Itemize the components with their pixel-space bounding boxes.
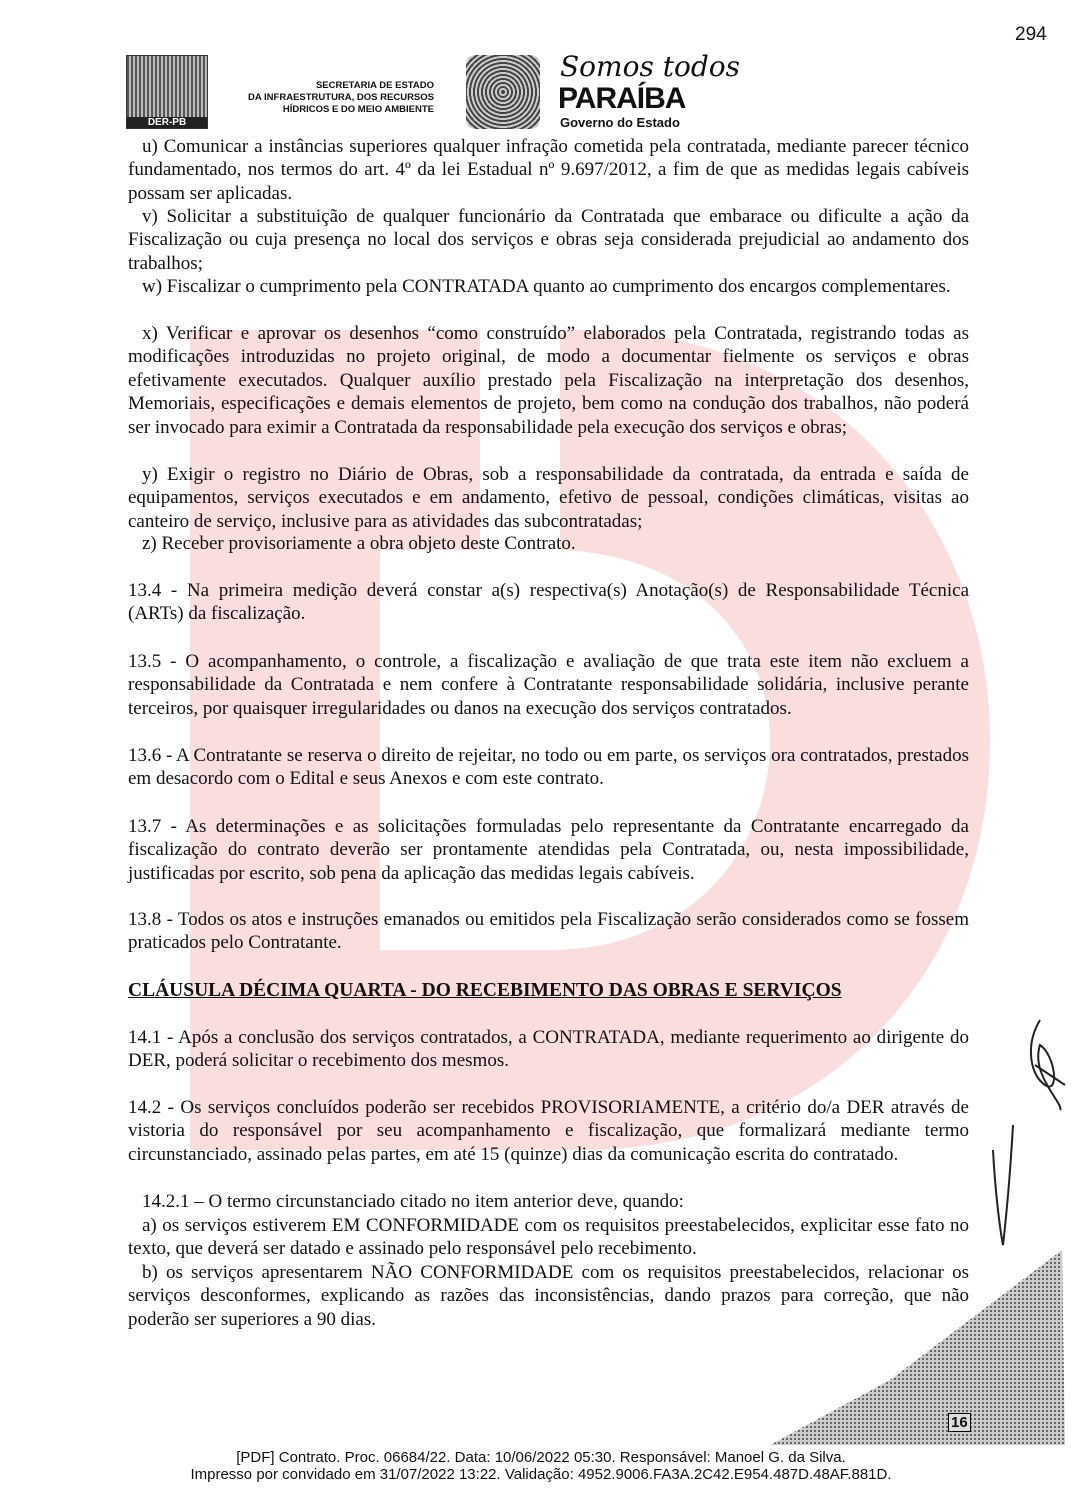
paragraph: 13.6 - A Contratante se reserva o direito de rejeitar, no todo ou em parte, os serviços ora contratados, prestados em desacordo com o Edital e seus Anexos e com este contrato. (128, 745, 969, 790)
coat-of-arms-icon (466, 55, 540, 129)
clause-heading: CLÁUSULA DÉCIMA QUARTA - DO RECEBIMENTO DAS OBRAS E SERVIÇOS (128, 980, 842, 1001)
paragraph: z) Receber provisoriamente a obra objeto deste Contrato. (142, 533, 576, 554)
page-corner-stamp (770, 1250, 1082, 1445)
page-stamp-number: 16 (948, 1413, 971, 1432)
paragraph: 13.4 - Na primeira medição deverá constar a(s) respectiva(s) Anotação(s) de Responsabilidade Técnica (ARTs) da fiscalização. (128, 580, 969, 625)
paragraph: u) Comunicar a instâncias superiores qualquer infração cometida pela contratada, mediante parecer técnico fundamentado, nos termos do art. 4º da lei Estadual nº 9.697/2012, a fim de que as medidas legais cabíveis possam ser aplicadas. (128, 136, 969, 204)
signature-stroke (985, 1120, 1025, 1250)
paragraph: b) os serviços apresentarem NÃO CONFORMIDADE com os requisitos preestabelecidos, relacionar os serviços desconformes, explicando as razões das inconsistências, dando prazos para correção, que não poderão ser superiores a 90 dias. (128, 1262, 969, 1330)
paragraph: v) Solicitar a substituição de qualquer funcionário da Contratada que embarace ou dificulte a ação da Fiscalização ou cuja presença no local dos serviços e obras seja considerada prejudicial ao andamento dos trabalhos; (128, 206, 969, 274)
paragraph: a) os serviços estiverem EM CONFORMIDADE com os requisitos preestabelecidos, explicitar esse fato no texto, que deverá ser datado e assinado pelo responsável pelo recebimento. (128, 1215, 969, 1260)
paraiba-logo: PARAÍBA (558, 82, 686, 115)
secretaria-name: SECRETARIA DE ESTADO DA INFRAESTRUTURA, DOS RECURSOS HÍDRICOS E DO MEIO AMBIENTE (248, 80, 434, 115)
somos-todos-logo: Somos todos (560, 50, 740, 83)
paragraph: 14.2 - Os serviços concluídos poderão ser recebidos PROVISORIAMENTE, a critério do/a DER através de vistoria do responsável por seu acompanhamento e fiscalização, que formalizará mediante termo circunstanciado, assinado pelas partes, em até 15 (quinze) dias da comunicação escrita do contratado. (128, 1097, 969, 1165)
signature-initials (1020, 1015, 1070, 1115)
paragraph: 14.1 - Após a conclusão dos serviços contratados, a CONTRATADA, mediante requerimento ao dirigente do DER, poderá solicitar o recebimento dos mesmos. (128, 1027, 969, 1072)
paragraph: y) Exigir o registro no Diário de Obras, sob a responsabilidade da contratada, da entrada e saída de equipamentos, serviços executados e em andamento, efetivo de pessoal, condições climáticas, visitas ao canteiro de serviço, inclusive para as atividades das subcontratadas; (128, 464, 969, 532)
paragraph: 13.5 - O acompanhamento, o controle, a fiscalização e avaliação de que trata este item não excluem a responsabilidade da Contratada e nem confere à Contratante responsabilidade solidária, inclusive perante terceiros, por quaisquer irregularidades ou danos na execução dos serviços contratados. (128, 651, 969, 719)
paragraph: w) Fiscalizar o cumprimento pela CONTRATADA quanto ao cumprimento dos encargos complementares. (142, 276, 951, 297)
paragraph: x) Verificar e aprovar os desenhos “como construído” elaborados pela Contratada, registrando todas as modificações introduzidas no projeto original, de modo a documentar fielmente os serviços e obras efetivamente executados. Qualquer auxílio prestado pela Fiscalização na interpretação dos desenhos, Memoriais, especificações e demais elementos de projeto, bem como na condução dos trabalhos, não poderá ser invocado para eximir a Contratada da responsabilidade pela execução dos serviços e obras; (128, 323, 969, 438)
validation-footer: [PDF] Contrato. Proc. 06684/22. Data: 10/06/2022 05:30. Responsável: Manoel G. da Silva. Impresso por convidado em 31/07/2022 13:22. Validação: 4952.9006.FA3A.2C42.E954.487D.48AF.881D. (190, 1449, 892, 1483)
paragraph: 13.8 - Todos os atos e instruções emanados ou emitidos pela Fiscalização serão considerados como se fossem praticados pelo Contratante. (128, 909, 969, 954)
governo-label: Governo do Estado (560, 115, 680, 130)
paragraph: 13.7 - As determinações e as solicitações formuladas pelo representante da Contratante encarregado da fiscalização do contrato deverão ser prontamente atendidas pela Contratada, ou, nesta impossibilidade, justificadas por escrito, sob pena da aplicação das medidas legais cabíveis. (128, 816, 969, 884)
der-pb-logo: DER-PB (126, 55, 208, 129)
page-number: 294 (1015, 24, 1047, 45)
paragraph: 14.2.1 – O termo circunstanciado citado no item anterior deve, quando: (142, 1191, 684, 1212)
